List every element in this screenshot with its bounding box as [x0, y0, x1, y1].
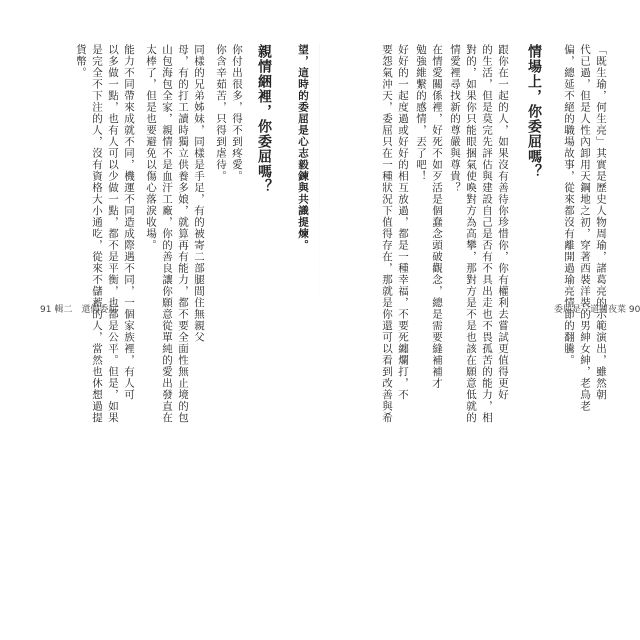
- text-column: 貨幣。: [75, 44, 87, 79]
- text-column: 能力不同帶來成就不同，機運不同造成際遇不同，一個家族裡，有人可: [123, 44, 135, 401]
- left-page: [38, 44, 316, 424]
- page-gutter: [319, 44, 320, 344]
- text-column: 在情愛關係裡，好死不如歹活是個蠢念頭破觀念，總是需要縫補補才: [431, 44, 443, 389]
- text-column: 的生活，但是莫完先評估與建設自己是否有不具出走也不畏孤苦的能力，相: [481, 44, 493, 424]
- text-column: 望，這時的委屈是心志毅鍊與共識提煉。: [297, 44, 309, 251]
- right-page: [336, 44, 614, 424]
- page-number: 90: [628, 305, 640, 315]
- text-column: 代已過，但是人性內卸用天鋼地之初，穿著西裝洋裝的男紳女紳，老鳥老: [579, 44, 591, 412]
- text-column: 「既生瑜，何生亮」其實是歷史人物周瑜，諸葛亮的示範演出，雖然朝: [595, 44, 607, 401]
- text-column: 同樣的兄弟姊妹，同樣是手足，有的被寄二部腿間住無親父: [193, 44, 205, 343]
- text-column: 你含辛茹苦，只得到虐待。: [215, 44, 227, 182]
- left-folio: [40, 302, 117, 315]
- right-folio: [554, 302, 640, 315]
- running-title: 委屈是一道關夜菜: [554, 305, 627, 315]
- text-column: 你付出很多，得不到疼愛。: [231, 44, 243, 182]
- text-column: 跟你在一起的人，如果沒有善待你珍惜你，你有權利去嘗試更值得更好: [497, 44, 509, 401]
- text-column: 好好的一起度過或好好的相互放過，都是一種幸福，不要死纏爛打，不: [397, 44, 409, 401]
- text-column: 對的，如果你只能眼捆氣使喚對方為高攀，那對方是不是也該在願意低就的: [465, 44, 477, 424]
- text-column: 情愛裡尋找新的尊嚴與尊貴？: [449, 44, 461, 194]
- text-column: 母，有的打工讀時獨立供養多娘，就算再有能力，都不要全面性無止境的包: [177, 44, 189, 424]
- text-column: 是完全不下注的人，沒有資格大小通吃，從來不儲蓄的人，當然也休想過提: [91, 44, 103, 424]
- text-column: 要怨氣沖天，委屈只在一種狀況下值得存在，那就是你還可以看到改善與希: [381, 44, 393, 424]
- section-label: 輯二 還假委屈: [54, 305, 118, 315]
- book-spread: [18, 44, 640, 584]
- text-column: 勉強維繫的感情，丟了吧！: [415, 44, 427, 182]
- section-heading: 親情綑裡，你委屈嗎？: [256, 44, 272, 194]
- text-column: 太棒了，但是也要避免以傷心落淚收場。: [145, 44, 157, 251]
- section-heading: 情場上，你委屈嗎？: [526, 44, 542, 179]
- text-column: 偏，總延不絕的職場故事，從來都沒有離開過瑜亮情節的翻騰。: [563, 44, 575, 366]
- text-column: 山包海包全家，親情不是血汗工廠，你的善良讓你願意從單純的愛出發直在: [161, 44, 173, 424]
- page-number: 91: [40, 305, 52, 315]
- text-column: 以多做一點，也有人可以少做一點，都不是平衡，也都是公平。但是，如果: [107, 44, 119, 424]
